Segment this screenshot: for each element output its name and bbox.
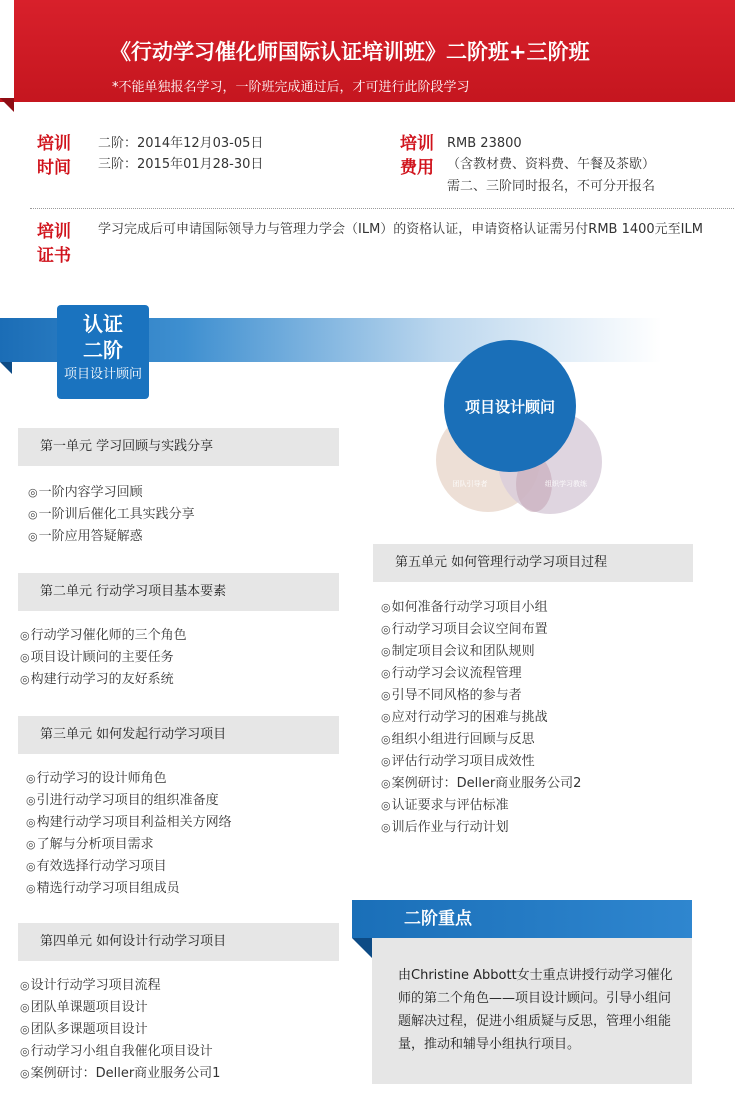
list-item: ◎ 行动学习会议流程管理 [381,663,581,685]
unit-4-list [20,975,220,1085]
unit-5-list [381,597,581,839]
list-item: ◎ 案例研讨：Deller商业服务公司2 [381,773,581,795]
list-item: ◎ 精选行动学习项目组成员 [26,878,232,900]
venn-right-label: 组织学习教练 [545,480,587,488]
certificate-label [37,220,77,268]
unit-2-list [20,625,187,691]
list-item: ◎ 行动学习的设计师角色 [26,768,232,790]
certificate-text: 学习完成后可申请国际领导力与管理力学会（ILM）的资格认证，申请资格认证需另付RMB 1400元至ILM [98,222,703,237]
header-fold [0,98,14,112]
list-item: ◎ 项目设计顾问的主要任务 [20,647,187,669]
list-item: ◎ 行动学习项目会议空间布置 [381,619,581,641]
unit-2-header: 第二单元 行动学习项目基本要素 [18,573,339,611]
list-item: ◎ 评估行动学习项目成效性 [381,751,581,773]
venn-left-label: 团队引导者 [452,480,488,488]
level-title-line1: 认证 [83,312,123,336]
list-item: ◎ 制定项目会议和团队规则 [381,641,581,663]
training-time-label-line1: 培训 [37,134,71,154]
focus-text: 由Christine Abbott女士重点讲授行动学习催化师的第二个角色——项目设计顾问。引导小组问题解决过程，促进小组质疑与反思，管理小组能量，推动和辅导小组执行项目。 [372,938,692,1084]
certificate-label-line2: 证书 [37,246,71,266]
list-item: ◎ 了解与分析项目需求 [26,834,232,856]
role-venn-diagram [430,332,640,527]
list-item: ◎ 应对行动学习的困难与挑战 [381,707,581,729]
list-item: ◎ 行动学习催化师的三个角色 [20,625,187,647]
focus-fold [352,938,372,958]
list-item: ◎ 团队单课题项目设计 [20,997,220,1019]
level-subtitle: 项目设计顾问 [63,367,142,382]
focus-header: 二阶重点 [352,900,692,938]
training-fee-label [400,132,440,180]
certificate-label-line1: 培训 [37,222,71,242]
training-fee-price: RMB 23800 [447,136,522,151]
training-fee-label-line1: 培训 [400,134,434,154]
list-item: ◎ 行动学习小组自我催化项目设计 [20,1041,220,1063]
section-divider [30,208,734,209]
training-time-label [37,132,77,180]
list-item: ◎ 组织小组进行回顾与反思 [381,729,581,751]
venn-main-label: 项目设计顾问 [464,398,556,416]
unit-3-list [26,768,232,900]
list-item: ◎ 一阶内容学习回顾 [28,482,195,504]
list-item: ◎ 如何准备行动学习项目小组 [381,597,581,619]
list-item: ◎ 构建行动学习的友好系统 [20,669,187,691]
training-fee-note: 需二、三阶同时报名，不可分开报名 [447,179,656,194]
page-subtitle: *不能单独报名学习，一阶班完成通过后，才可进行此阶段学习 [112,80,470,95]
list-item: ◎ 构建行动学习项目利益相关方网络 [26,812,232,834]
training-time-line-2: 三阶：2015年01月28-30日 [98,157,264,172]
level-badge [57,305,149,399]
level-banner-fold [0,362,12,374]
list-item: ◎ 引导不同风格的参与者 [381,685,581,707]
list-item: ◎ 团队多课题项目设计 [20,1019,220,1041]
training-time-label-line2: 时间 [37,158,71,178]
training-fee-includes: （含教材费、资料费、午餐及茶歇） [447,157,656,172]
unit-1-header: 第一单元 学习回顾与实践分享 [18,428,339,466]
unit-5-header: 第五单元 如何管理行动学习项目过程 [373,544,693,582]
list-item: ◎ 有效选择行动学习项目 [26,856,232,878]
training-fee-label-line2: 费用 [400,158,434,178]
unit-1-list [28,482,195,548]
list-item: ◎ 案例研讨：Deller商业服务公司1 [20,1063,220,1085]
list-item: ◎ 引进行动学习项目的组织准备度 [26,790,232,812]
header-banner [0,0,735,102]
list-item: ◎ 认证要求与评估标准 [381,795,581,817]
list-item: ◎ 设计行动学习项目流程 [20,975,220,997]
list-item: ◎ 训后作业与行动计划 [381,817,581,839]
list-item: ◎ 一阶训后催化工具实践分享 [28,504,195,526]
unit-3-header: 第三单元 如何发起行动学习项目 [18,716,339,754]
page-title: 《行动学习催化师国际认证培训班》二阶班+三阶班 [110,40,590,64]
list-item: ◎ 一阶应用答疑解惑 [28,526,195,548]
training-time-line-1: 二阶：2014年12月03-05日 [98,136,264,151]
level-title-line2: 二阶 [83,338,123,362]
unit-4-header: 第四单元 如何设计行动学习项目 [18,923,339,961]
